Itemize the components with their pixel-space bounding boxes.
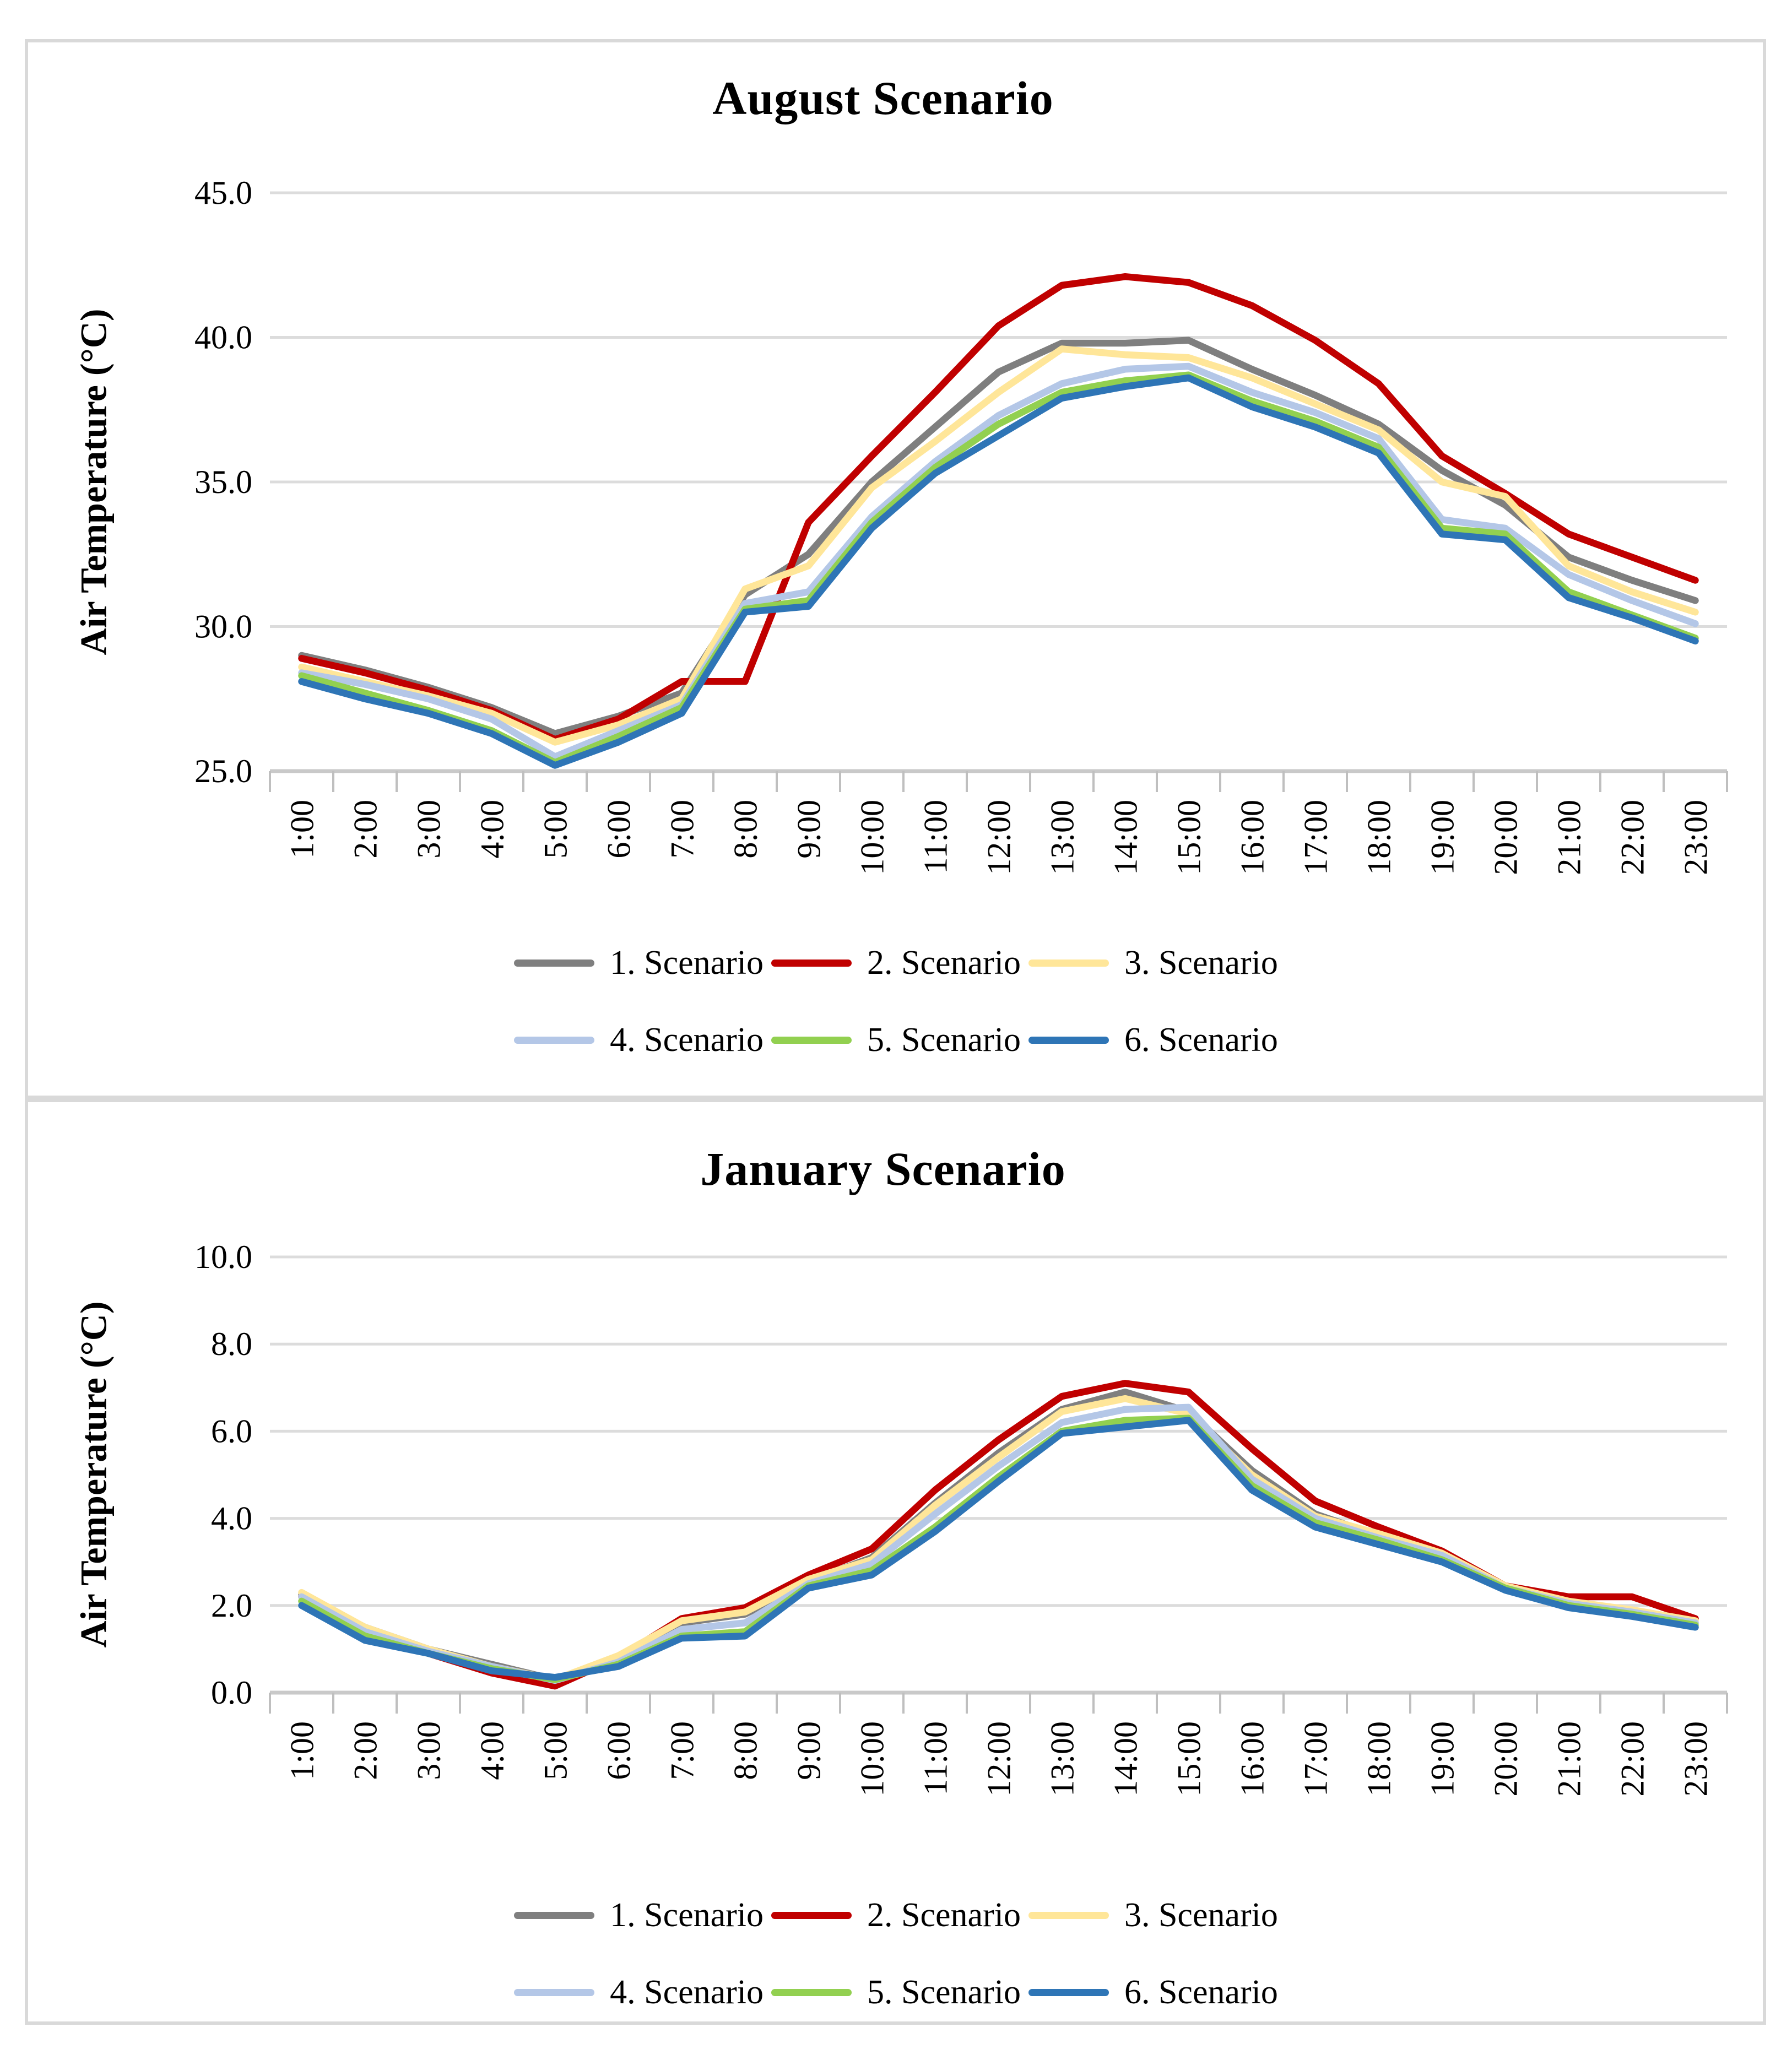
x-tick-label-6:00: 6:00 — [600, 800, 637, 859]
x-tick-label-18:00: 18:00 — [1361, 800, 1398, 875]
legend-swatch-4-scenario — [514, 1989, 594, 1996]
x-tick-label-1:00: 1:00 — [284, 800, 321, 859]
x-tick-label-5:00: 5:00 — [537, 800, 574, 859]
series-line-1-scenario — [302, 1392, 1696, 1679]
x-tick-label-9:00: 9:00 — [791, 1721, 827, 1780]
legend-item-6-scenario — [1028, 1020, 1278, 1060]
x-tick-label-4:00: 4:00 — [474, 800, 511, 859]
x-tick-label-21:00: 21:00 — [1551, 800, 1588, 875]
x-tick-label-6:00: 6:00 — [600, 1721, 637, 1780]
legend-item-6-scenario — [1028, 1972, 1278, 2013]
x-tick-label-19:00: 19:00 — [1424, 800, 1461, 875]
legend-label-1-scenario: 1. Scenario — [610, 944, 764, 982]
x-tick-label-12:00: 12:00 — [981, 1721, 1017, 1797]
legend-january-row-2 — [29, 1972, 1763, 2013]
x-tick-label-7:00: 7:00 — [664, 1721, 701, 1780]
y-axis-title-august: Air Temperature (°C) — [72, 308, 115, 655]
legend-label-3-scenario: 3. Scenario — [1124, 1896, 1278, 1934]
legend-january-row-1 — [29, 1895, 1763, 1936]
legend-august-row-2 — [29, 1020, 1763, 1060]
legend-label-5-scenario: 5. Scenario — [867, 1973, 1021, 2011]
x-tick-label-15:00: 15:00 — [1171, 800, 1208, 875]
x-tick-label-12:00: 12:00 — [981, 800, 1017, 875]
legend-swatch-1-scenario — [514, 1912, 594, 1919]
x-tick-label-22:00: 22:00 — [1614, 800, 1651, 875]
x-tick-label-7:00: 7:00 — [664, 800, 701, 859]
x-tick-label-16:00: 16:00 — [1234, 800, 1271, 875]
y-tick-label-6.0: 6.0 — [211, 1413, 252, 1450]
legend-label-2-scenario: 2. Scenario — [867, 1896, 1021, 1934]
x-tick-label-2:00: 2:00 — [347, 800, 384, 859]
y-tick-label-35.0: 35.0 — [194, 464, 252, 500]
legend-item-4-scenario — [514, 1020, 764, 1060]
legend-swatch-3-scenario — [1028, 1912, 1109, 1919]
legend-swatch-5-scenario — [771, 1037, 852, 1044]
y-axis-title-january: Air Temperature (°C) — [72, 1301, 115, 1648]
y-tick-label-0.0: 0.0 — [211, 1674, 252, 1711]
x-tick-label-13:00: 13:00 — [1044, 800, 1081, 875]
legend-swatch-2-scenario — [771, 1912, 852, 1919]
legend-item-2-scenario — [771, 1895, 1021, 1936]
legend-item-1-scenario — [514, 942, 764, 983]
y-tick-label-4.0: 4.0 — [211, 1500, 252, 1537]
x-tick-label-19:00: 19:00 — [1424, 1721, 1461, 1797]
x-tick-label-3:00: 3:00 — [410, 800, 447, 859]
y-tick-label-2.0: 2.0 — [211, 1587, 252, 1624]
y-tick-label-8.0: 8.0 — [211, 1326, 252, 1363]
legend-swatch-3-scenario — [1028, 960, 1109, 967]
legend-item-3-scenario — [1028, 942, 1278, 983]
y-tick-label-25.0: 25.0 — [194, 753, 252, 789]
x-tick-label-15:00: 15:00 — [1171, 1721, 1208, 1797]
x-tick-label-22:00: 22:00 — [1614, 1721, 1651, 1797]
x-tick-label-14:00: 14:00 — [1107, 1721, 1144, 1797]
legend-label-6-scenario: 6. Scenario — [1124, 1973, 1278, 2011]
january-plot-area — [194, 1239, 1727, 1797]
x-tick-label-1:00: 1:00 — [284, 1721, 321, 1780]
august-plot-area — [194, 175, 1727, 875]
x-tick-label-17:00: 17:00 — [1297, 800, 1334, 875]
legend-label-5-scenario: 5. Scenario — [867, 1021, 1021, 1059]
chart-title-january: January Scenario — [700, 1142, 1066, 1195]
x-tick-label-21:00: 21:00 — [1551, 1721, 1588, 1797]
legend-item-1-scenario — [514, 1895, 764, 1936]
legend-label-6-scenario: 6. Scenario — [1124, 1021, 1278, 1059]
legend-label-3-scenario: 3. Scenario — [1124, 944, 1278, 982]
x-tick-label-8:00: 8:00 — [727, 1721, 764, 1780]
x-tick-label-4:00: 4:00 — [474, 1721, 511, 1780]
legend-item-5-scenario — [771, 1972, 1021, 2013]
y-tick-label-40.0: 40.0 — [194, 319, 252, 356]
legend-label-1-scenario: 1. Scenario — [610, 1896, 764, 1934]
x-tick-label-20:00: 20:00 — [1487, 1721, 1524, 1797]
legend-swatch-1-scenario — [514, 960, 594, 967]
legend-item-3-scenario — [1028, 1895, 1278, 1936]
series-line-2-scenario — [302, 1383, 1696, 1686]
legend-item-4-scenario — [514, 1972, 764, 2013]
series-line-2-scenario — [302, 277, 1696, 739]
legend-label-2-scenario: 2. Scenario — [867, 944, 1021, 982]
x-tick-label-2:00: 2:00 — [347, 1721, 384, 1780]
legend-swatch-6-scenario — [1028, 1037, 1109, 1044]
legend-swatch-5-scenario — [771, 1989, 852, 1996]
x-tick-label-16:00: 16:00 — [1234, 1721, 1271, 1797]
x-tick-label-10:00: 10:00 — [854, 1721, 891, 1797]
legend-swatch-4-scenario — [514, 1037, 594, 1044]
x-tick-label-8:00: 8:00 — [727, 800, 764, 859]
x-tick-label-17:00: 17:00 — [1297, 1721, 1334, 1797]
y-tick-label-45.0: 45.0 — [194, 175, 252, 211]
x-tick-label-9:00: 9:00 — [791, 800, 827, 859]
x-tick-label-23:00: 23:00 — [1677, 1721, 1714, 1797]
y-tick-label-10.0: 10.0 — [194, 1239, 252, 1275]
legend-swatch-6-scenario — [1028, 1989, 1109, 1996]
legend-swatch-2-scenario — [771, 960, 852, 967]
x-tick-label-3:00: 3:00 — [410, 1721, 447, 1780]
x-tick-label-10:00: 10:00 — [854, 800, 891, 875]
x-tick-label-20:00: 20:00 — [1487, 800, 1524, 875]
legend-item-2-scenario — [771, 942, 1021, 983]
legend-label-4-scenario: 4. Scenario — [610, 1973, 764, 2011]
legend-item-5-scenario — [771, 1020, 1021, 1060]
x-tick-label-18:00: 18:00 — [1361, 1721, 1398, 1797]
x-tick-label-11:00: 11:00 — [917, 1721, 954, 1796]
chart-title-august: August Scenario — [712, 72, 1054, 124]
x-tick-label-13:00: 13:00 — [1044, 1721, 1081, 1797]
legend-label-4-scenario: 4. Scenario — [610, 1021, 764, 1059]
series-line-6-scenario — [302, 378, 1696, 766]
x-tick-label-11:00: 11:00 — [917, 800, 954, 874]
x-tick-label-14:00: 14:00 — [1107, 800, 1144, 875]
legend-august-row-1 — [29, 942, 1763, 983]
x-tick-label-5:00: 5:00 — [537, 1721, 574, 1780]
y-tick-label-30.0: 30.0 — [194, 608, 252, 645]
x-tick-label-23:00: 23:00 — [1677, 800, 1714, 875]
series-line-4-scenario — [302, 1407, 1696, 1681]
series-line-3-scenario — [302, 349, 1696, 742]
